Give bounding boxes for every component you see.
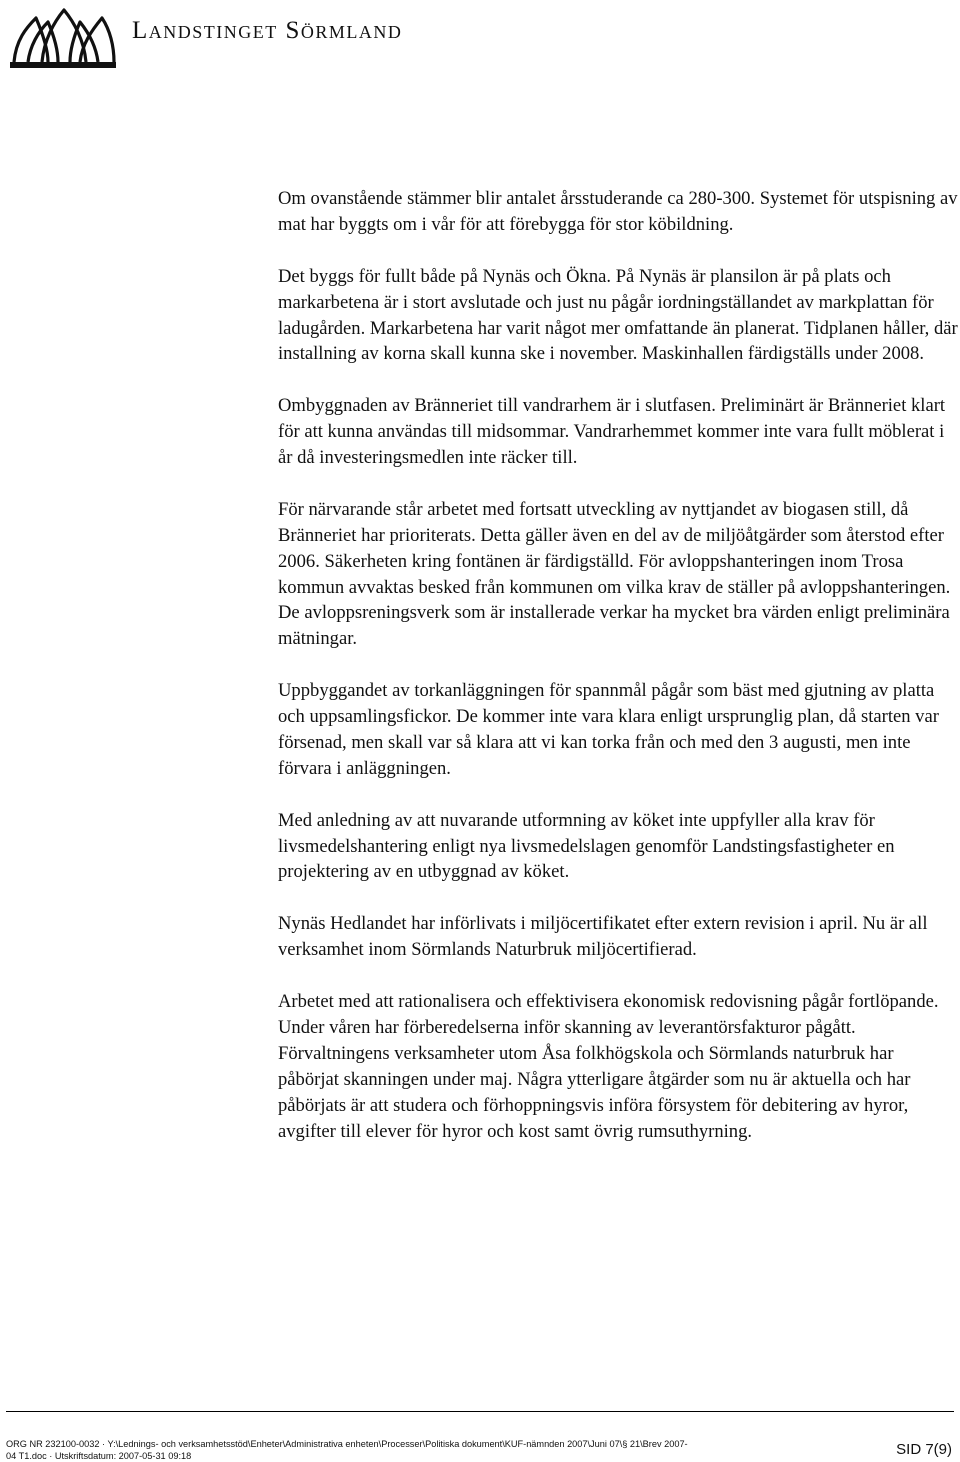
organization-name: Landstinget Sörmland: [132, 17, 403, 44]
page-footer: [6, 1411, 954, 1461]
footer-path-line: 04 T1.doc · Utskriftsdatum: 2007-05-31 09:18: [6, 1451, 192, 1461]
crown-mark-icon: [8, 4, 118, 70]
paragraph: Det byggs för fullt både på Nynäs och Ökna. På Nynäs är plansilon är på plats och markarbetena är i stort avslutade och just nu pågår iordningställandet av markplattan för ladugården. Markarbetena har varit något mer omfattande än planerat. Tidplanen håller, där installning av korna skall kunna ske i november. Maskinhallen färdigställs under 2008.: [278, 265, 958, 365]
document-body: [278, 186, 958, 1170]
paragraph: Om ovanstående stämmer blir antalet årsstuderande ca 280-300. Systemet för utspisning av mat har byggts om i vår för att förebygga för stor köbildning.: [278, 188, 958, 235]
paragraph: Arbetet med att rationalisera och effektivisera ekonomisk redovisning pågår fortlöpande. Under våren har förberedelserna inför skanning av leverantörsfakturor pågått. Förvaltningens verksamheter utom Åsa folkhögskola och Sörmlands naturbruk har påbörjat skanningen under maj. Några ytterligare åtgärder som nu är aktuella och har påbörjats är att studera och förhoppningsvis införa försystem för debitering av hyror, avgifter till elever för hyror och kost samt övrig rumsuthyrning.: [278, 990, 939, 1142]
paragraph: Nynäs Hedlandet har införlivats i miljöcertifikatet efter extern revision i april. Nu är all verksamhet inom Sörmlands Naturbruk miljöcertifierad.: [278, 913, 928, 961]
footer-path-line: ORG NR 232100-0032 · Y:\Lednings- och verksamhetsstöd\Enheter\Administrativa enheten\Processer\Politiska dokument\KUF-nämnden 2007\Juni 07\§ 21\Brev 2007-: [6, 1439, 688, 1449]
paragraph: För närvarande står arbetet med fortsatt utveckling av nyttjandet av biogasen still, då Bränneriet har prioriterats. Detta gäller även en del av de miljöåtgärder som återstod efter 2006. Säkerheten kring fontänen är färdigställd. För avloppshanteringen inom Trosa kommun avvaktas besked från kommunen om vilka krav de ställer på avloppshanteringen. De avloppsreningsverk som är installerade verkar ha mycket bra värden enligt preliminära mätningar.: [278, 498, 951, 650]
footer-divider: [6, 1411, 954, 1412]
paragraph: Ombyggnaden av Bränneriet till vandrarhem är i slutfasen. Preliminärt är Bränneriet klart för att kunna användas till midsommar. Vandrarhemmet kommer inte vara fullt möblerat i år då investeringsmedlen inte räcker till.: [278, 395, 946, 469]
paragraph: Uppbyggandet av torkanläggningen för spannmål pågår som bäst med gjutning av platta och uppsamlingsfickor. De kommer inte vara klara enligt ursprunglig plan, då starten var försenad, men skall var så klara att vi kan torka från och med den 3 augusti, men inte förvara i anläggningen.: [278, 680, 939, 779]
page-number: SID 7(9): [896, 1441, 952, 1458]
paragraph: Med anledning av att nuvarande utformning av köket inte uppfyller alla krav för livsmedelshantering enligt nya livsmedelslagen genomför Landstingsfastigheter en projektering av en utbyggnad av köket.: [278, 809, 895, 883]
footer-file-path: [6, 1438, 726, 1462]
